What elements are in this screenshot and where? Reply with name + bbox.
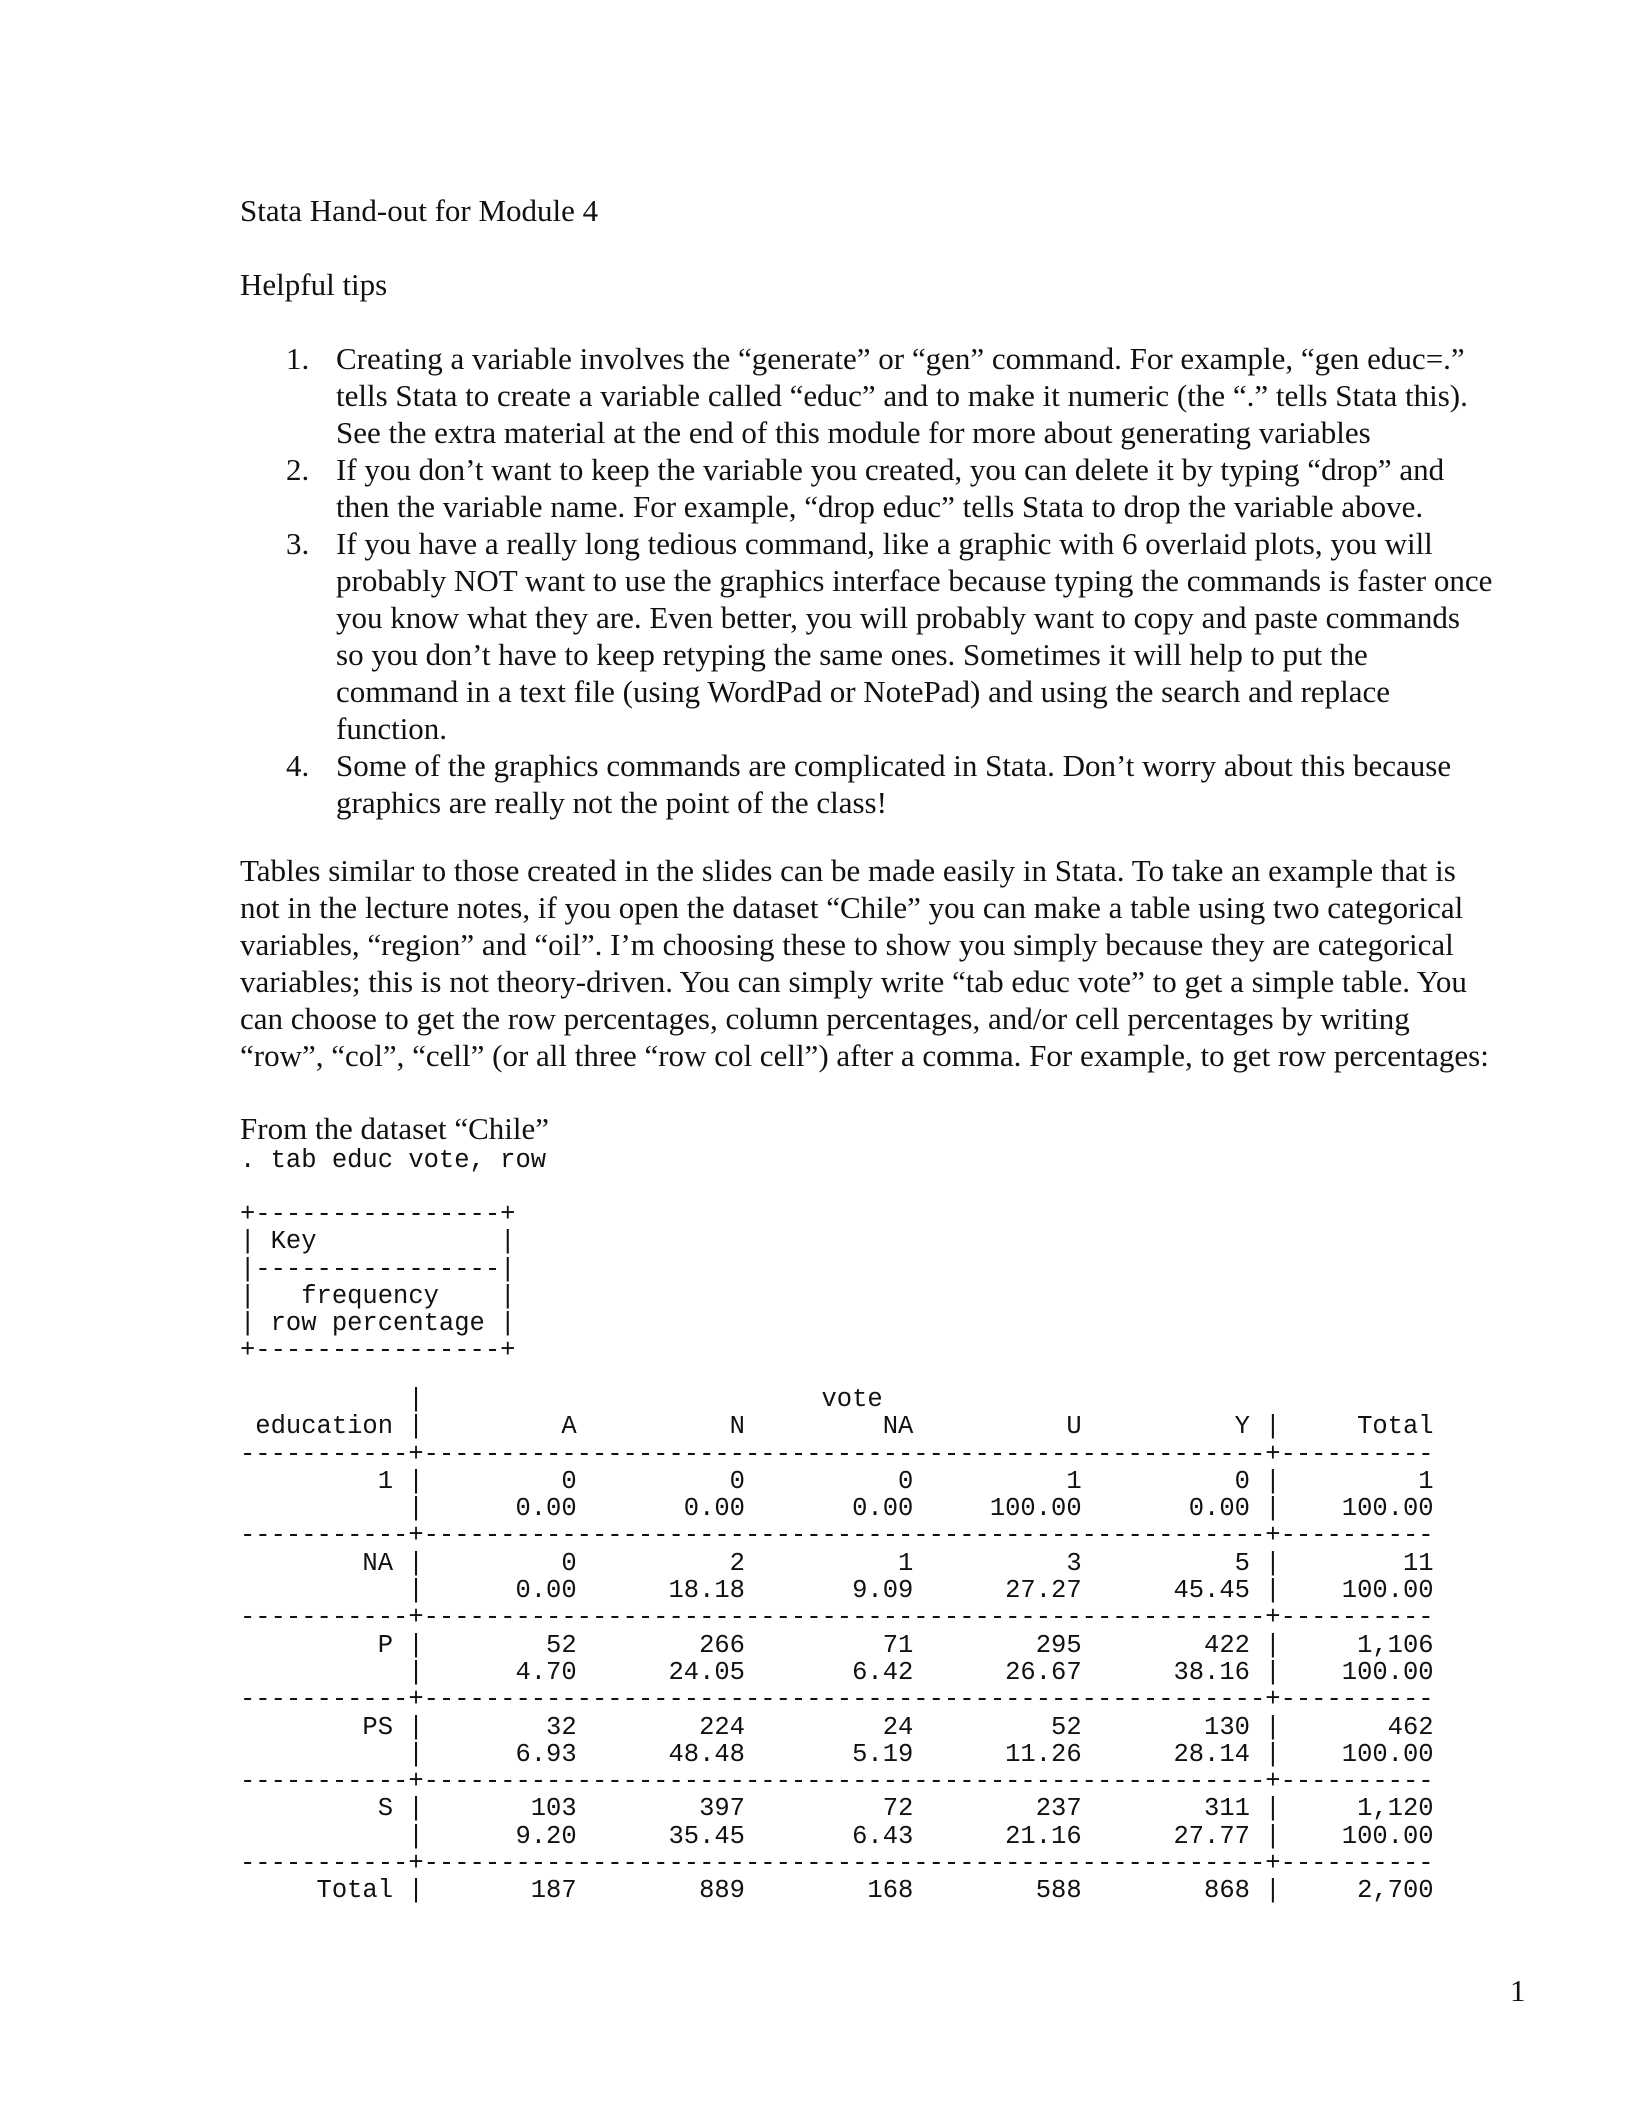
paragraph-line: can choose to get the row percentages, column percentages, and/or cell percentages by writing: [240, 1001, 1410, 1036]
page-title: Stata Hand-out for Module 4: [240, 193, 599, 228]
dataset-label: From the dataset “Chile”: [240, 1111, 550, 1146]
tips-list: [240, 340, 1530, 821]
stata-key-box: +----------------+ | Key | |----------------| | frequency | | row percentage | +----------------+: [240, 1200, 516, 1366]
tip-number: 1.: [286, 341, 310, 376]
paragraph-line: not in the lecture notes, if you open the dataset “Chile” you can make a table using two categorical: [240, 890, 1464, 925]
tip-item: [240, 747, 1530, 821]
tip-item: [240, 340, 1530, 451]
paragraph-line: variables; this is not theory-driven. You can simply write “tab educ vote” to get a simple table. You: [240, 964, 1467, 999]
stata-command: . tab educ vote, row: [240, 1146, 547, 1175]
tip-line: Some of the graphics commands are complicated in Stata. Don’t worry about this because: [336, 748, 1452, 783]
tip-line: graphics are really not the point of the class!: [336, 785, 887, 820]
tip-line: then the variable name. For example, “drop educ” tells Stata to drop the variable above.: [336, 489, 1424, 524]
tip-line: command in a text file (using WordPad or NotePad) and using the search and replace: [336, 674, 1391, 709]
body-paragraph: [240, 852, 1530, 1074]
page-number: 1: [1510, 1973, 1526, 2008]
tip-line: function.: [336, 711, 448, 746]
tip-item: [240, 451, 1530, 525]
tip-line: probably NOT want to use the graphics interface because typing the commands is faster once: [336, 563, 1493, 598]
tip-item: [240, 525, 1530, 747]
tip-number: 3.: [286, 526, 310, 561]
paragraph-line: “row”, “col”, “cell” (or all three “row col cell”) after a comma. For example, to get row percentages:: [240, 1038, 1489, 1073]
tip-line: you know what they are. Even better, you will probably want to copy and paste commands: [336, 600, 1460, 635]
tip-line: If you have a really long tedious command, like a graphic with 6 overlaid plots, you will: [336, 526, 1433, 561]
tip-number: 4.: [286, 748, 310, 783]
paragraph-line: Tables similar to those created in the slides can be made easily in Stata. To take an example that is: [240, 853, 1456, 888]
section-heading: Helpful tips: [240, 267, 388, 302]
tip-number: 2.: [286, 452, 310, 487]
paragraph-line: variables, “region” and “oil”. I’m choosing these to show you simply because they are categorical: [240, 927, 1454, 962]
tip-line: If you don’t want to keep the variable you created, you can delete it by typing “drop” and: [336, 452, 1445, 487]
tip-line: See the extra material at the end of this module for more about generating variables: [336, 415, 1371, 450]
tip-line: so you don’t have to keep retyping the same ones. Sometimes it will help to put the: [336, 637, 1368, 672]
tip-line: Creating a variable involves the “generate” or “gen” command. For example, “gen educ=.”: [336, 341, 1465, 376]
tip-line: tells Stata to create a variable called “educ” and to make it numeric (the “.” tells Stata this).: [336, 378, 1468, 413]
stata-crosstab-output: | vote education | A N NA U Y | Total -----------+-------------------------------------------------------+---------- 1 | 0 0 0 1 0 | 1 | 0.00 0.00 0.00 100.00 0.00 | 100.00 -----------+-------------------------------------------------------+---------- NA | 0 2 1 3 5 | 11 | 0.00 18.18 9.09 27.27 45.45 | 100.00 -----------+-------------------------------------------------------+---------- P | 52 266 71 295 422 | 1,106 | 4.70 24.05 6.42 26.67 38.16 | 100.00 -----------+-------------------------------------------------------+---------- PS | 32 224 24 52 130 | 462 | 6.93 48.48 5.19 11.26 28.14 | 100.00 -----------+-------------------------------------------------------+---------- S | 103 397 72 237 311 | 1,120 | 9.20 35.45 6.43 21.16 27.77 | 100.00 -----------+-------------------------------------------------------+---------- Total | 187 889 168 588 868 | 2,700: [240, 1385, 1434, 1906]
